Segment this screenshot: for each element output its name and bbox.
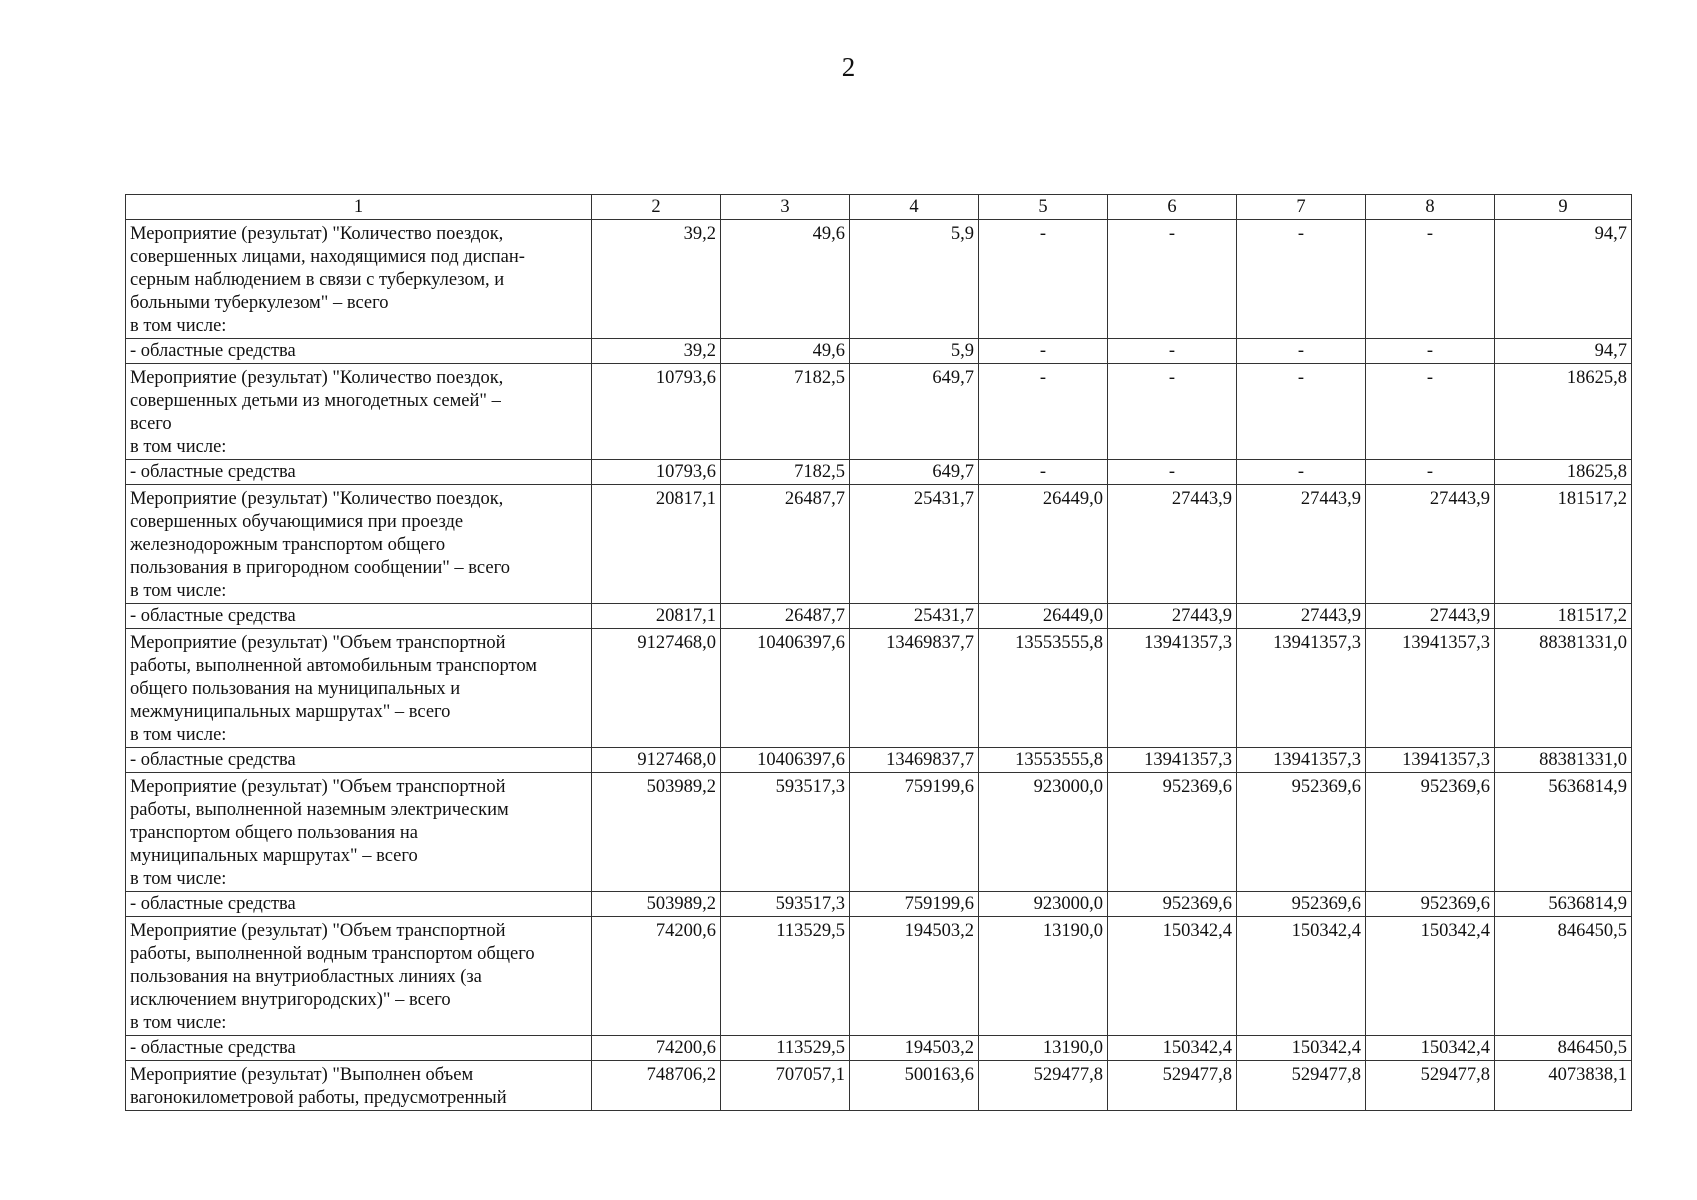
value-cell: 49,6 <box>721 339 850 364</box>
value-cell: 923000,0 <box>979 892 1108 917</box>
value-cell: - <box>1237 364 1366 460</box>
value-cell: 13941357,3 <box>1366 748 1495 773</box>
measure-label: Мероприятие (результат) "Выполнен объем вагонокилометровой работы, предусмотренный <box>126 1061 592 1111</box>
funding-source-label: - областные средства <box>126 460 592 485</box>
value-cell: - <box>1366 460 1495 485</box>
table-row-measure <box>126 485 1632 604</box>
value-cell: 181517,2 <box>1495 485 1632 604</box>
table-row-measure <box>126 364 1632 460</box>
value-cell: 74200,6 <box>592 1036 721 1061</box>
value-cell: 113529,5 <box>721 1036 850 1061</box>
value-cell: 150342,4 <box>1237 917 1366 1036</box>
value-cell: 503989,2 <box>592 892 721 917</box>
measure-label: Мероприятие (результат) "Количество поездок, совершенных лицами, находящимися под диспан- серным наблюдением в связи с туберкулезом, и больными туберкулезом" – всего в том числе: <box>126 220 592 339</box>
value-cell: - <box>1108 364 1237 460</box>
value-cell: 26449,0 <box>979 604 1108 629</box>
value-cell: 593517,3 <box>721 773 850 892</box>
value-cell: 18625,8 <box>1495 364 1632 460</box>
column-header: 6 <box>1108 195 1237 220</box>
value-cell: 13469837,7 <box>850 748 979 773</box>
value-cell: 5636814,9 <box>1495 892 1632 917</box>
value-cell: - <box>1237 220 1366 339</box>
column-header: 9 <box>1495 195 1632 220</box>
value-cell: - <box>1366 364 1495 460</box>
table-row-regional-funds <box>126 1036 1632 1061</box>
value-cell: 5,9 <box>850 339 979 364</box>
value-cell: 10793,6 <box>592 364 721 460</box>
measure-label: Мероприятие (результат) "Количество поездок, совершенных детьми из многодетных семей" – всего в том числе: <box>126 364 592 460</box>
column-header: 4 <box>850 195 979 220</box>
value-cell: 759199,6 <box>850 892 979 917</box>
value-cell: 759199,6 <box>850 773 979 892</box>
column-header: 2 <box>592 195 721 220</box>
value-cell: 26487,7 <box>721 604 850 629</box>
value-cell: 529477,8 <box>1237 1061 1366 1111</box>
funding-source-label: - областные средства <box>126 1036 592 1061</box>
table-row-measure <box>126 629 1632 748</box>
measure-label: Мероприятие (результат) "Объем транспортной работы, выполненной наземным электрическим транспортом общего пользования на муниципальных маршрутах" – всего в том числе: <box>126 773 592 892</box>
value-cell: 5636814,9 <box>1495 773 1632 892</box>
value-cell: - <box>979 220 1108 339</box>
value-cell: 150342,4 <box>1237 1036 1366 1061</box>
value-cell: 13190,0 <box>979 1036 1108 1061</box>
value-cell: 20817,1 <box>592 604 721 629</box>
table-body <box>126 220 1632 1111</box>
value-cell: 593517,3 <box>721 892 850 917</box>
table-row-regional-funds <box>126 460 1632 485</box>
value-cell: 74200,6 <box>592 917 721 1036</box>
value-cell: 952369,6 <box>1366 773 1495 892</box>
value-cell: 94,7 <box>1495 220 1632 339</box>
value-cell: 26449,0 <box>979 485 1108 604</box>
value-cell: 194503,2 <box>850 1036 979 1061</box>
value-cell: 27443,9 <box>1237 485 1366 604</box>
table-row-measure <box>126 773 1632 892</box>
value-cell: 13553555,8 <box>979 629 1108 748</box>
value-cell: 27443,9 <box>1366 485 1495 604</box>
value-cell: 39,2 <box>592 220 721 339</box>
value-cell: - <box>979 339 1108 364</box>
value-cell: 150342,4 <box>1366 1036 1495 1061</box>
value-cell: 7182,5 <box>721 460 850 485</box>
value-cell: - <box>1366 339 1495 364</box>
table-header-row <box>126 195 1632 220</box>
value-cell: 27443,9 <box>1108 485 1237 604</box>
measure-label: Мероприятие (результат) "Объем транспортной работы, выполненной автомобильным транспортом общего пользования на муниципальных и межмуниципальных маршрутах" – всего в том числе: <box>126 629 592 748</box>
value-cell: 529477,8 <box>979 1061 1108 1111</box>
value-cell: 952369,6 <box>1108 892 1237 917</box>
table-row-regional-funds <box>126 604 1632 629</box>
value-cell: 952369,6 <box>1237 892 1366 917</box>
value-cell: 529477,8 <box>1108 1061 1237 1111</box>
value-cell: 13941357,3 <box>1108 748 1237 773</box>
measure-label: Мероприятие (результат) "Объем транспортной работы, выполненной водным транспортом общего пользования на внутриобластных линиях (за исключением внутригородских)" – всего в том числе: <box>126 917 592 1036</box>
value-cell: 49,6 <box>721 220 850 339</box>
value-cell: 94,7 <box>1495 339 1632 364</box>
value-cell: 20817,1 <box>592 485 721 604</box>
value-cell: 846450,5 <box>1495 1036 1632 1061</box>
column-header: 1 <box>126 195 592 220</box>
value-cell: 10406397,6 <box>721 748 850 773</box>
value-cell: 13941357,3 <box>1237 748 1366 773</box>
value-cell: 503989,2 <box>592 773 721 892</box>
table-row-measure <box>126 220 1632 339</box>
value-cell: 5,9 <box>850 220 979 339</box>
value-cell: 39,2 <box>592 339 721 364</box>
table-row-measure <box>126 1061 1632 1111</box>
table-row-regional-funds <box>126 892 1632 917</box>
value-cell: - <box>979 364 1108 460</box>
value-cell: 13469837,7 <box>850 629 979 748</box>
value-cell: 88381331,0 <box>1495 629 1632 748</box>
value-cell: 952369,6 <box>1366 892 1495 917</box>
table-row-regional-funds <box>126 748 1632 773</box>
value-cell: 150342,4 <box>1366 917 1495 1036</box>
value-cell: 181517,2 <box>1495 604 1632 629</box>
value-cell: 846450,5 <box>1495 917 1632 1036</box>
value-cell: 13941357,3 <box>1108 629 1237 748</box>
value-cell: - <box>1108 339 1237 364</box>
funding-source-label: - областные средства <box>126 892 592 917</box>
value-cell: 13190,0 <box>979 917 1108 1036</box>
value-cell: - <box>1108 220 1237 339</box>
value-cell: 13941357,3 <box>1237 629 1366 748</box>
table-row-regional-funds <box>126 339 1632 364</box>
value-cell: 9127468,0 <box>592 629 721 748</box>
value-cell: - <box>1237 460 1366 485</box>
value-cell: 88381331,0 <box>1495 748 1632 773</box>
column-header: 7 <box>1237 195 1366 220</box>
value-cell: 649,7 <box>850 364 979 460</box>
value-cell: 194503,2 <box>850 917 979 1036</box>
funding-source-label: - областные средства <box>126 339 592 364</box>
value-cell: 748706,2 <box>592 1061 721 1111</box>
value-cell: 13553555,8 <box>979 748 1108 773</box>
value-cell: 13941357,3 <box>1366 629 1495 748</box>
value-cell: 27443,9 <box>1366 604 1495 629</box>
value-cell: 529477,8 <box>1366 1061 1495 1111</box>
value-cell: 25431,7 <box>850 604 979 629</box>
value-cell: 113529,5 <box>721 917 850 1036</box>
value-cell: 707057,1 <box>721 1061 850 1111</box>
funding-source-label: - областные средства <box>126 604 592 629</box>
value-cell: 25431,7 <box>850 485 979 604</box>
value-cell: 10406397,6 <box>721 629 850 748</box>
measure-label: Мероприятие (результат) "Количество поездок, совершенных обучающимися при проезде железнодорожным транспортом общего пользования в пригородном сообщении" – всего в том числе: <box>126 485 592 604</box>
table-row-measure <box>126 917 1632 1036</box>
value-cell: 7182,5 <box>721 364 850 460</box>
value-cell: - <box>1108 460 1237 485</box>
page-number: 2 <box>841 52 856 82</box>
value-cell: 9127468,0 <box>592 748 721 773</box>
column-header: 5 <box>979 195 1108 220</box>
budget-table <box>125 194 1632 1111</box>
value-cell: 27443,9 <box>1237 604 1366 629</box>
value-cell: 649,7 <box>850 460 979 485</box>
value-cell: - <box>1237 339 1366 364</box>
value-cell: 150342,4 <box>1108 1036 1237 1061</box>
value-cell: 952369,6 <box>1237 773 1366 892</box>
value-cell: - <box>1366 220 1495 339</box>
value-cell: 500163,6 <box>850 1061 979 1111</box>
value-cell: - <box>979 460 1108 485</box>
value-cell: 18625,8 <box>1495 460 1632 485</box>
column-header: 8 <box>1366 195 1495 220</box>
value-cell: 4073838,1 <box>1495 1061 1632 1111</box>
value-cell: 150342,4 <box>1108 917 1237 1036</box>
value-cell: 923000,0 <box>979 773 1108 892</box>
funding-source-label: - областные средства <box>126 748 592 773</box>
value-cell: 10793,6 <box>592 460 721 485</box>
value-cell: 27443,9 <box>1108 604 1237 629</box>
value-cell: 952369,6 <box>1108 773 1237 892</box>
column-header: 3 <box>721 195 850 220</box>
value-cell: 26487,7 <box>721 485 850 604</box>
